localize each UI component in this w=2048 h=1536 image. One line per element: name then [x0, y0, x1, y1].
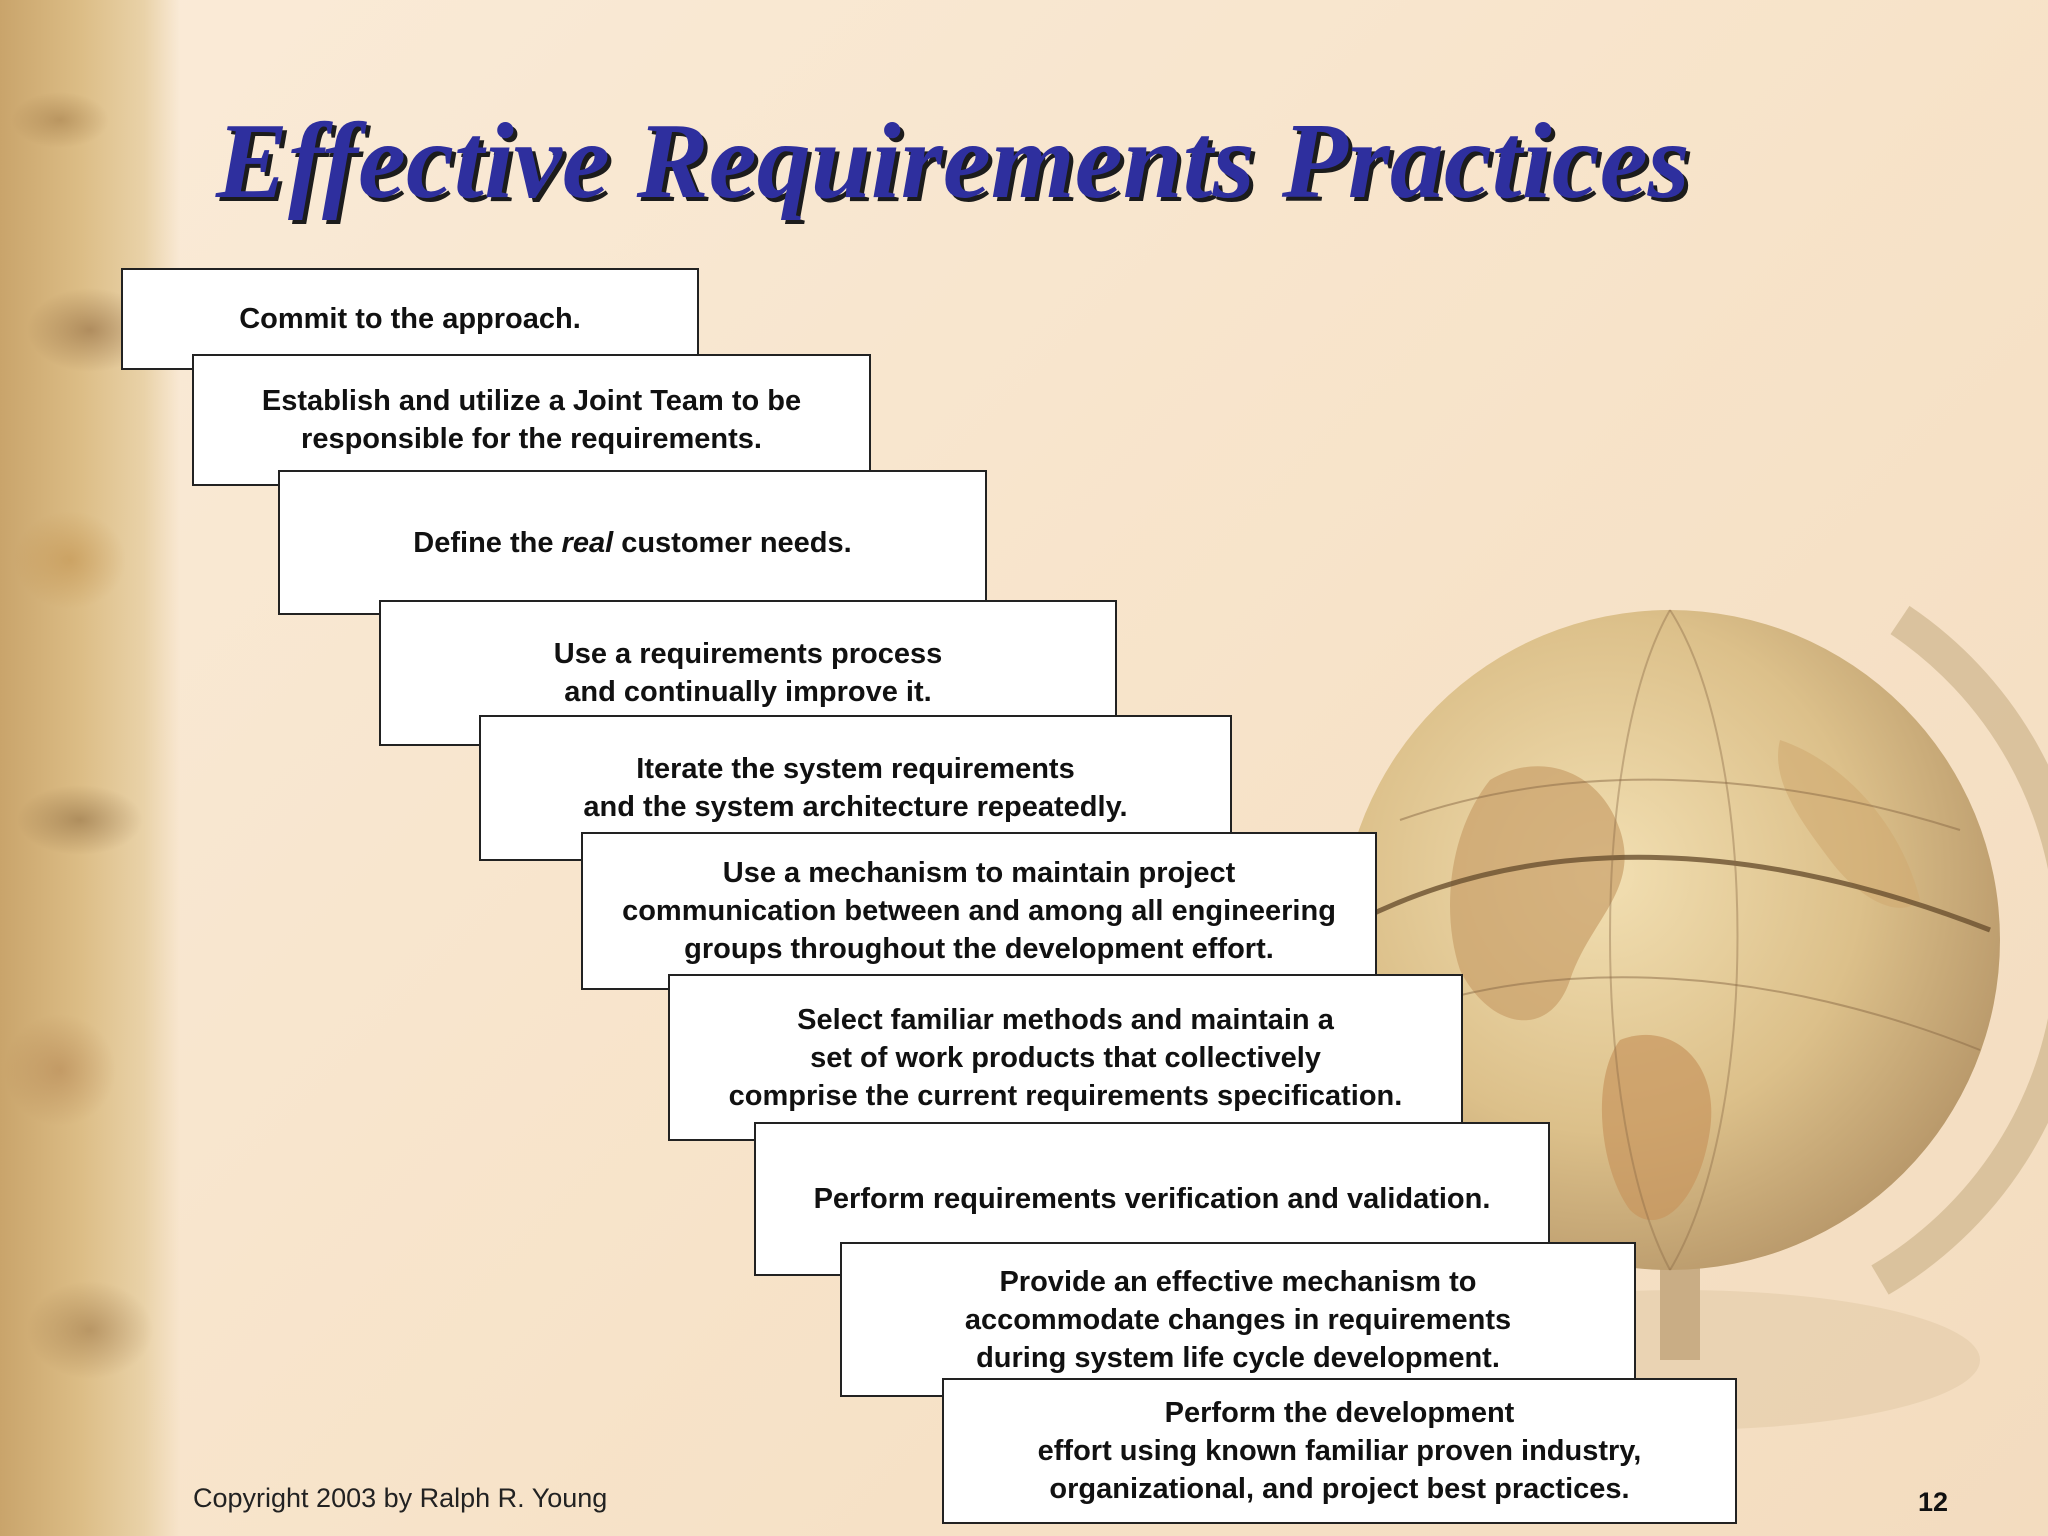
practice-step-10	[942, 1378, 1737, 1524]
practice-step-3-prefix: Define the	[413, 526, 562, 559]
page-title: Effective Requirements Practices	[216, 102, 1690, 221]
practice-step-6-line-3: groups throughout the development effort.	[684, 933, 1274, 965]
practice-step-3-emphasis: real	[561, 526, 614, 559]
practice-step-9-line-3: during system life cycle development.	[976, 1341, 1500, 1374]
antique-map-border	[0, 0, 180, 1536]
practice-step-1-line-1: Commit to the approach.	[239, 303, 581, 335]
practice-step-7-line-2: set of work products that collectively	[810, 1041, 1321, 1074]
practice-step-10-line-2: effort using known familiar proven industry,	[1037, 1435, 1642, 1467]
practice-step-3-suffix: customer needs.	[613, 526, 852, 559]
practice-step-9	[840, 1242, 1636, 1397]
practice-step-7-line-3: comprise the current requirements specification.	[728, 1079, 1403, 1112]
practice-step-10-line-3: organizational, and project best practices.	[1049, 1473, 1630, 1505]
practice-step-5-line-1: Iterate the system requirements	[636, 753, 1075, 785]
practice-step-2-line-2: responsible for the requirements.	[301, 423, 762, 455]
practice-step-6	[581, 832, 1377, 990]
copyright-footer: Copyright 2003 by Ralph R. Young	[193, 1483, 608, 1513]
practice-step-4-line-1: Use a requirements process	[553, 638, 943, 670]
practice-step-10-line-1: Perform the development	[1164, 1397, 1515, 1429]
practice-step-3-line-1	[413, 524, 851, 562]
practice-step-4-line-2: and continually improve it.	[564, 676, 932, 708]
practice-step-7-line-1: Select familiar methods and maintain a	[797, 1003, 1334, 1036]
practice-step-2	[192, 354, 871, 486]
practice-step-5-line-2: and the system architecture repeatedly.	[583, 791, 1128, 823]
practice-step-6-line-2: communication between and among all engineering	[622, 895, 1336, 927]
practice-step-9-line-1: Provide an effective mechanism to	[999, 1265, 1477, 1298]
page-number: 12	[1918, 1487, 1949, 1517]
practice-step-8-line-1: Perform requirements verification and validation.	[813, 1183, 1491, 1215]
practice-step-2-line-1: Establish and utilize a Joint Team to be	[261, 385, 802, 417]
practice-step-7	[668, 974, 1463, 1141]
practice-step-3	[278, 470, 987, 615]
practice-step-9-line-2: accommodate changes in requirements	[964, 1303, 1512, 1336]
practice-step-6-line-1: Use a mechanism to maintain project	[722, 857, 1236, 889]
